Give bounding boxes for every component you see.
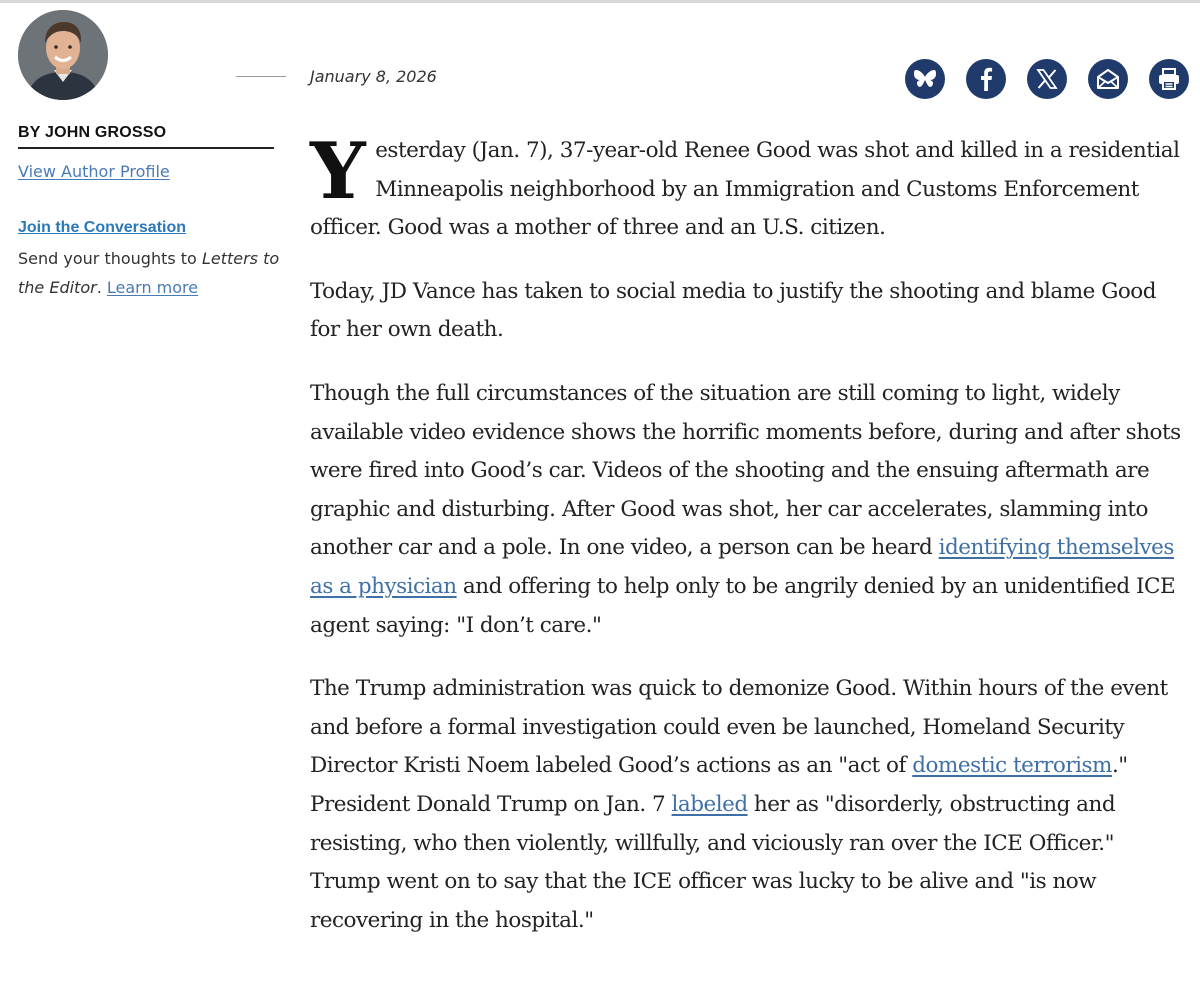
paragraph-1-text: esterday (Jan. 7), 37-year-old Renee Good was shot and killed in a residential Minneapolis neighborhood by an Immigration and Customs Enforcement officer. Good was a mother of three and an U.S. citizen. <box>310 138 1180 241</box>
article-paragraph-4 <box>310 670 1185 940</box>
paragraph-4-text-c: her as "disorderly, obstructing and resisting, who then violently, willfully, and viciously ran over the ICE Officer." Trump went on to say that the ICE officer was lucky to be alive and "is now recovering in the hospital." <box>310 791 1116 933</box>
date-divider <box>236 76 286 77</box>
paragraph-3-text-b: and offering to help only to be angrily denied by an unidentified ICE agent saying: "I don’t care." <box>310 573 1176 638</box>
publish-date: January 8, 2026 <box>310 67 437 86</box>
join-conversation-link[interactable]: Join the Conversation <box>18 219 187 236</box>
share-facebook-button[interactable] <box>966 59 1006 99</box>
print-icon <box>1157 68 1181 90</box>
paragraph-4-text-b: ." President Donald Trump on Jan. 7 <box>310 753 1128 817</box>
author-avatar <box>18 10 108 100</box>
letters-note <box>18 244 280 302</box>
article-body <box>310 126 1185 965</box>
share-email-button[interactable] <box>1088 59 1128 99</box>
share-toolbar <box>905 59 1189 99</box>
view-author-profile-link[interactable]: View Author Profile <box>18 162 170 181</box>
share-bluesky-button[interactable] <box>905 59 945 99</box>
article-paragraph-2: Today, JD Vance has taken to social media to justify the shooting and blame Good for her own death. <box>310 278 1157 343</box>
share-x-button[interactable] <box>1027 59 1067 99</box>
top-divider <box>0 0 1200 3</box>
domestic-terrorism-link[interactable]: domestic terrorism <box>912 753 1112 779</box>
email-icon <box>1096 68 1120 90</box>
article-paragraph-1 <box>310 126 1185 248</box>
learn-more-link[interactable]: Learn more <box>106 278 199 297</box>
paragraph-4-text-a: The Trump administration was quick to demonize Good. Within hours of the event and before a formal investigation could even be launched, Homeland Security Director Kristi Noem labeled Good’s actions as an "act of <box>310 676 1168 779</box>
paragraph-3-text-a: Though the full circumstances of the situation are still coming to light, widely available video evidence shows the horrific moments before, during and after shots were fired into Good’s car. Videos of the shooting and the ensuing aftermath are graphic and disturbing. After Good was shot, her car accelerates, slamming into another car and a pole. In one video, a person can be heard <box>310 380 1181 561</box>
letters-note-suffix: . <box>96 278 107 297</box>
author-byline: BY JOHN GROSSO <box>18 124 274 149</box>
bluesky-icon <box>913 68 937 90</box>
x-icon <box>1036 68 1058 90</box>
print-button[interactable] <box>1149 59 1189 99</box>
physician-video-link[interactable]: identifying themselves as a physician <box>310 535 1174 599</box>
drop-cap: Y <box>310 126 366 217</box>
labeled-link[interactable]: labeled <box>671 791 748 817</box>
letters-to-editor-text: Letters to the Editor <box>18 249 280 297</box>
article-paragraph-3 <box>310 375 1185 645</box>
letters-note-prefix: Send your thoughts to <box>18 249 202 268</box>
facebook-icon <box>979 67 993 91</box>
